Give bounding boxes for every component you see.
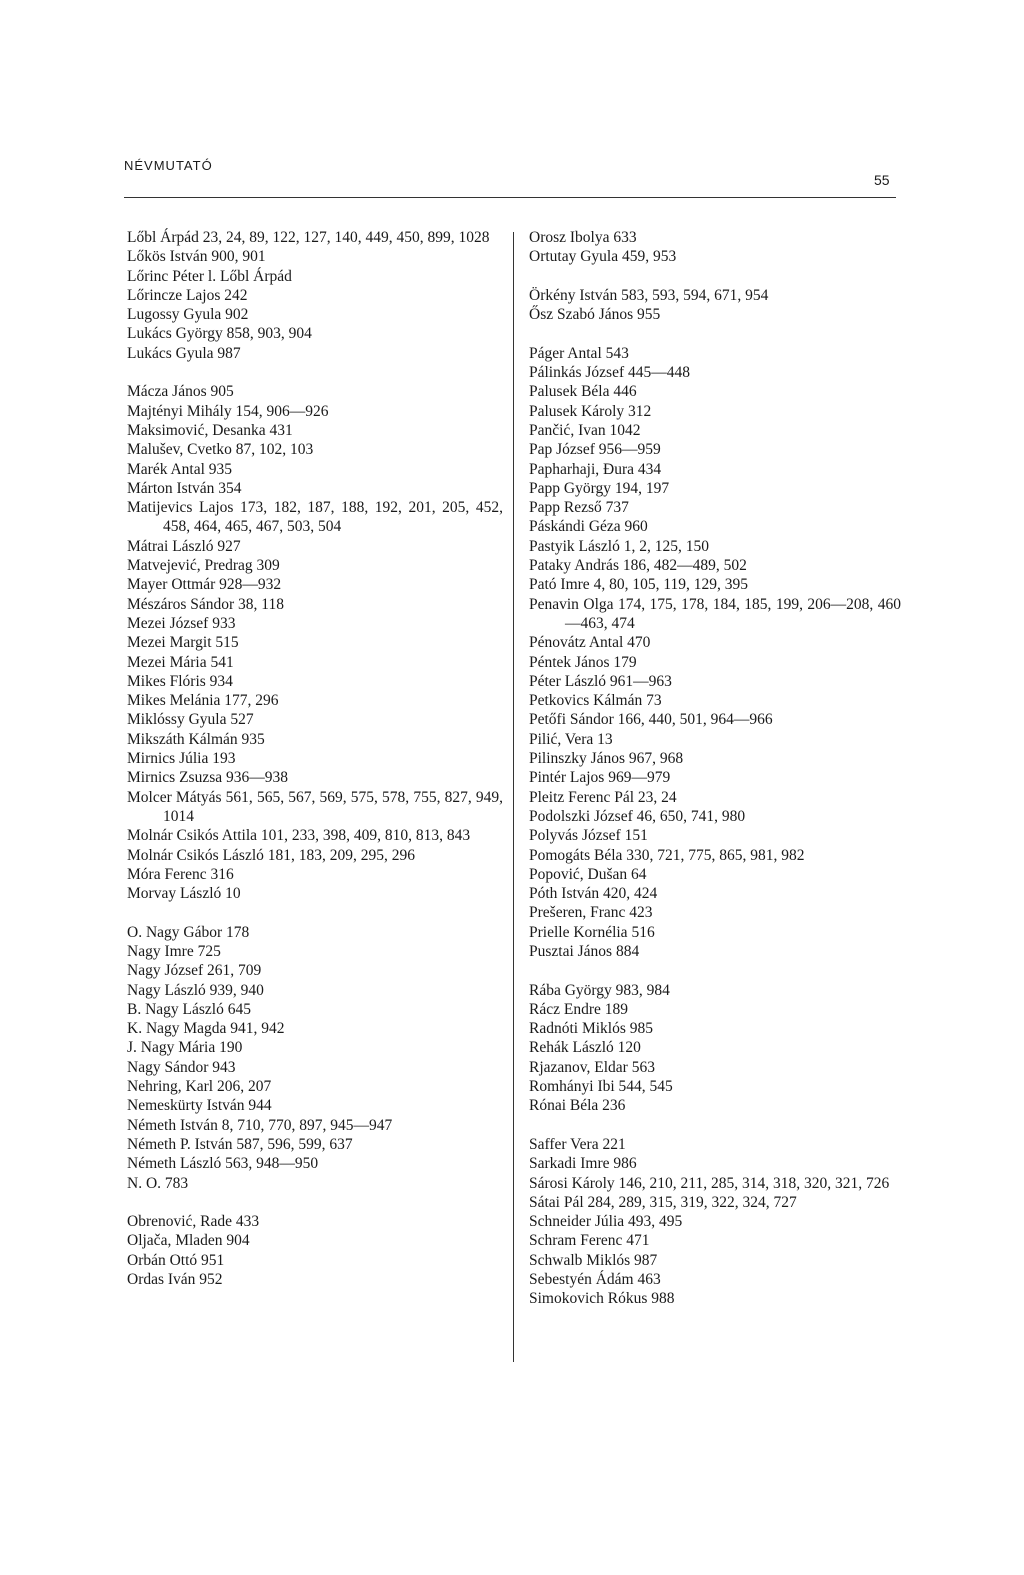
index-entry: Páger Antal 543 xyxy=(529,344,629,362)
index-entry: Marék Antal 935 xyxy=(127,460,233,478)
index-entry: Palusek Béla 446 xyxy=(529,383,637,401)
index-entry: Papp Rezső 737 xyxy=(529,499,629,517)
index-entry: Mirnics Júlia 193 xyxy=(127,750,236,768)
index-entry: Malušev, Cvetko 87, 102, 103 xyxy=(127,441,314,459)
index-entry: Móra Ferenc 316 xyxy=(127,865,234,883)
index-entry: Petőfi Sándor 166, 440, 501, 964—966 xyxy=(529,711,773,729)
index-entry: Mayer Ottmár 928—932 xyxy=(127,576,282,594)
index-entry: Mikszáth Kálmán 935 xyxy=(127,730,265,748)
section-gap xyxy=(529,324,901,343)
index-entry: Lőrinc Péter l. Lőbl Árpád xyxy=(127,267,292,285)
index-entry: Molcer Mátyás 561, 565, 567, 569, 575, 578, 755, 827, 949, 1014 xyxy=(127,788,503,825)
index-entry: Pleitz Ferenc Pál 23, 24 xyxy=(529,788,677,806)
index-entry: Obrenović, Rade 433 xyxy=(127,1213,260,1231)
index-entry: Pénovátz Antal 470 xyxy=(529,634,651,652)
index-entry: Pomogáts Béla 330, 721, 775, 865, 981, 982 xyxy=(529,846,805,864)
index-entry: Saffer Vera 221 xyxy=(529,1135,626,1153)
index-entry: Schneider Júlia 493, 495 xyxy=(529,1213,683,1231)
index-entry: Matvejević, Predrag 309 xyxy=(127,557,280,575)
index-entry: Simokovich Rókus 988 xyxy=(529,1290,675,1308)
index-entry: Sárosi Károly 146, 210, 211, 285, 314, 318, 320, 321, 726 xyxy=(529,1174,890,1192)
index-entry: Nagy László 939, 940 xyxy=(127,981,264,999)
index-entry: Németh P. István 587, 596, 599, 637 xyxy=(127,1135,353,1153)
index-entry: Nagy Imre 725 xyxy=(127,942,221,960)
index-entry: Ortutay Gyula 459, 953 xyxy=(529,248,677,266)
index-entry: Pató Imre 4, 80, 105, 119, 129, 395 xyxy=(529,576,748,594)
index-entry: Pilinszky János 967, 968 xyxy=(529,750,684,768)
index-entry: Maksimović, Desanka 431 xyxy=(127,421,293,439)
index-entry: Lőkös István 900, 901 xyxy=(127,248,266,266)
index-column-right xyxy=(529,228,901,1309)
page-number: 55 xyxy=(874,172,890,188)
index-entry: Rjazanov, Eldar 563 xyxy=(529,1058,655,1076)
index-entry: Mezei Margit 515 xyxy=(127,634,239,652)
index-entry: Nagy József 261, 709 xyxy=(127,962,262,980)
index-entry: Mirnics Zsuzsa 936—938 xyxy=(127,769,289,787)
index-entry: Petkovics Kálmán 73 xyxy=(529,692,662,710)
index-entry: Mátrai László 927 xyxy=(127,537,241,555)
index-entry: Pančić, Ivan 1042 xyxy=(529,421,641,439)
index-entry: Páskándi Géza 960 xyxy=(529,518,648,536)
header-rule xyxy=(124,197,896,198)
section-gap xyxy=(529,267,901,286)
index-entry: Rácz Endre 189 xyxy=(529,1000,628,1018)
index-entry: Mezei Mária 541 xyxy=(127,653,234,671)
index-entry: Pintér Lajos 969—979 xyxy=(529,769,671,787)
index-entry: O. Nagy Gábor 178 xyxy=(127,923,250,941)
index-entry: Orbán Ottó 951 xyxy=(127,1251,225,1269)
index-entry: Mezei József 933 xyxy=(127,614,236,632)
index-entry: Papharhaji, Đura 434 xyxy=(529,460,662,478)
index-entry: N. O. 783 xyxy=(127,1174,189,1192)
index-entry: Sebestyén Ádám 463 xyxy=(529,1271,661,1289)
index-entry: Podolszki József 46, 650, 741, 980 xyxy=(529,807,746,825)
index-entry: Rehák László 120 xyxy=(529,1039,641,1057)
index-entry: Pálinkás József 445—448 xyxy=(529,364,691,382)
index-entry: Péntek János 179 xyxy=(529,653,637,671)
index-entry: Nehring, Karl 206, 207 xyxy=(127,1078,272,1096)
index-entry: Pataky András 186, 482—489, 502 xyxy=(529,557,747,575)
index-entry: Polyvás József 151 xyxy=(529,827,648,845)
index-entry: Popović, Dušan 64 xyxy=(529,865,647,883)
index-entry: Lugossy Gyula 902 xyxy=(127,306,249,324)
index-entry: Radnóti Miklós 985 xyxy=(529,1020,654,1038)
index-entry: Morvay László 10 xyxy=(127,885,241,903)
index-entry: Lőbl Árpád 23, 24, 89, 122, 127, 140, 449, 450, 899, 1028 xyxy=(127,229,490,246)
index-entry: Molnár Csikós Attila 101, 233, 398, 409, 810, 813, 843 xyxy=(127,827,471,845)
section-gap xyxy=(127,363,503,382)
index-entry: Schram Ferenc 471 xyxy=(529,1232,650,1250)
index-entry: Matijevics Lajos 173, 182, 187, 188, 192, 201, 205, 452, 458, 464, 465, 467, 503, 504 xyxy=(127,499,503,536)
index-entry: Márton István 354 xyxy=(127,479,242,497)
index-entry: Lőrincze Lajos 242 xyxy=(127,286,248,304)
column-divider xyxy=(513,232,514,1362)
index-entry: Penavin Olga 174, 175, 178, 184, 185, 199, 206—208, 460—463, 474 xyxy=(529,595,901,632)
index-entry: Orosz Ibolya 633 xyxy=(529,229,637,246)
index-entry: Miklóssy Gyula 527 xyxy=(127,711,254,729)
index-entry: Ordas Iván 952 xyxy=(127,1271,223,1289)
index-entry: Prešeren, Franc 423 xyxy=(529,904,653,922)
index-entry: Nemeskürty István 944 xyxy=(127,1097,272,1115)
index-entry: Póth István 420, 424 xyxy=(529,885,658,903)
index-column-left xyxy=(127,228,503,1289)
index-entry: Mészáros Sándor 38, 118 xyxy=(127,595,284,613)
index-entry: Rába György 983, 984 xyxy=(529,981,670,999)
index-entry: Lukács György 858, 903, 904 xyxy=(127,325,312,343)
section-gap xyxy=(127,903,503,922)
section-gap xyxy=(529,961,901,980)
index-entry: Mikes Melánia 177, 296 xyxy=(127,692,279,710)
section-gap xyxy=(127,1193,503,1212)
index-entry: Oljača, Mladen 904 xyxy=(127,1232,250,1250)
index-entry: Prielle Kornélia 516 xyxy=(529,923,655,941)
index-entry: Rónai Béla 236 xyxy=(529,1097,626,1115)
index-entry: Németh László 563, 948—950 xyxy=(127,1155,319,1173)
index-entry: Örkény István 583, 593, 594, 671, 954 xyxy=(529,286,769,304)
index-entry: Molnár Csikós László 181, 183, 209, 295, 296 xyxy=(127,846,416,864)
index-entry: Majtényi Mihály 154, 906—926 xyxy=(127,402,329,420)
index-entry: Mikes Flóris 934 xyxy=(127,672,233,690)
index-entry: Pusztai János 884 xyxy=(529,942,640,960)
index-entry: Nagy Sándor 943 xyxy=(127,1058,236,1076)
index-entry: Mácza János 905 xyxy=(127,383,234,401)
index-entry: Pilić, Vera 13 xyxy=(529,730,613,748)
index-entry: Papp György 194, 197 xyxy=(529,479,670,497)
index-entry: Romhányi Ibi 544, 545 xyxy=(529,1078,673,1096)
index-header-title: NÉVMUTATÓ xyxy=(124,158,213,173)
section-gap xyxy=(529,1116,901,1135)
index-entry: J. Nagy Mária 190 xyxy=(127,1039,243,1057)
index-entry: Lukács Gyula 987 xyxy=(127,344,241,362)
index-entry: Palusek Károly 312 xyxy=(529,402,652,420)
index-entry: Németh István 8, 710, 770, 897, 945—947 xyxy=(127,1116,393,1134)
index-entry: K. Nagy Magda 941, 942 xyxy=(127,1020,285,1038)
index-entry: Pap József 956—959 xyxy=(529,441,661,459)
index-entry: B. Nagy László 645 xyxy=(127,1000,251,1018)
index-entry: Sarkadi Imre 986 xyxy=(529,1155,637,1173)
index-entry: Pastyik László 1, 2, 125, 150 xyxy=(529,537,709,555)
index-entry: Sátai Pál 284, 289, 315, 319, 322, 324, 727 xyxy=(529,1193,797,1211)
index-entry: Schwalb Miklós 987 xyxy=(529,1251,658,1269)
index-entry: Ősz Szabó János 955 xyxy=(529,306,661,324)
index-entry: Péter László 961—963 xyxy=(529,672,672,690)
